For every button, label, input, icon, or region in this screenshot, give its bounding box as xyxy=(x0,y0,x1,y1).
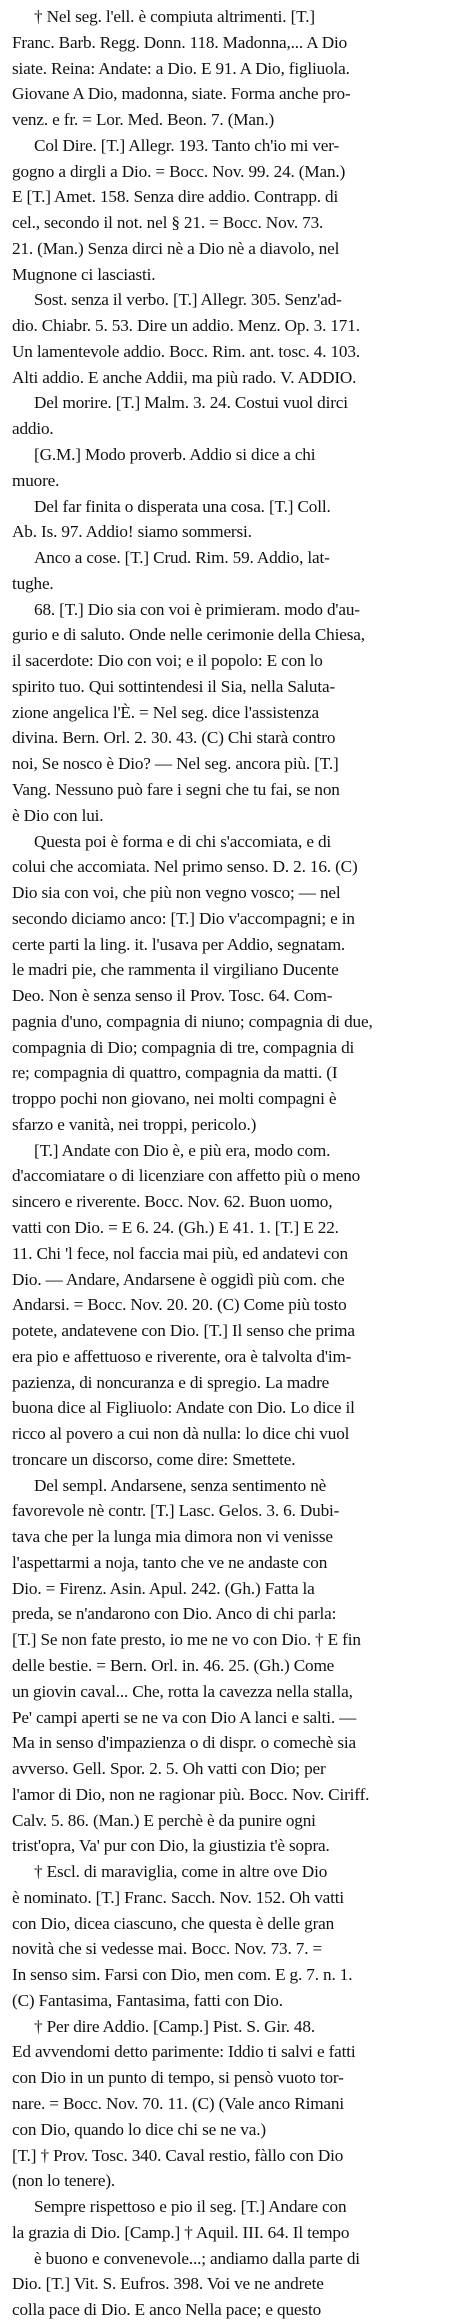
text-line: spirito tuo. Qui sottintendesi il Sia, nella Saluta- xyxy=(12,676,336,696)
text-line: compagnia di Dio; compagnia di tre, compagnia di xyxy=(12,1037,355,1057)
text-line: [T.] Se non fate presto, io me ne vo con Dio. † E fin xyxy=(12,1630,361,1650)
text-line: re; compagnia di quattro, compagnia da matti. (I xyxy=(12,1063,338,1083)
text-line: buona dice al Figliuolo: Andate con Dio. Lo dice il xyxy=(12,1398,355,1418)
text-line: è nominato. [T.] Franc. Sacch. Nov. 152. Oh vatti xyxy=(12,1887,345,1907)
text-line: colui che accomiata. Nel primo senso. D. 2. 16. (C) xyxy=(12,857,358,877)
text-line: Pe' campi aperti se ne va con Dio A lanci e salti. — xyxy=(12,1707,357,1727)
text-line: Ed avvendomi detto parimente: Iddio ti salvi e fatti xyxy=(12,2042,356,2062)
text-line: siate. Reina: Andate: a Dio. E 91. A Dio, figliuola. xyxy=(12,58,350,78)
text-line: [T.] † Prov. Tosc. 340. Caval restio, fàllo con Dio xyxy=(12,2145,344,2165)
text-line: era pio e affettuoso e riverente, ora è talvolta d'im- xyxy=(12,1346,352,1366)
text-line: tughe. xyxy=(12,573,54,593)
text-line: Dio. = Firenz. Asin. Apul. 242. (Gh.) Fatta la xyxy=(12,1578,315,1598)
text-line: l'amor di Dio, non ne ragionar più. Bocc. Nov. Ciriff. xyxy=(12,1784,370,1804)
text-line: venz. e fr. = Lor. Med. Beon. 7. (Man.) xyxy=(12,110,275,130)
text-line: Col Dire. [T.] Allegr. 193. Tanto ch'io mi ver- xyxy=(34,135,340,155)
text-line: cel., secondo il not. nel § 21. = Bocc. Nov. 73. xyxy=(12,213,324,233)
text-line: Giovane A Dio, madonna, siate. Forma anche pro- xyxy=(12,84,351,104)
text-line: Calv. 5. 86. (Man.) E perchè è da punire ogni xyxy=(12,1810,316,1830)
text-line: troncare un discorso, come dire: Smettete. xyxy=(12,1449,296,1469)
text-line: favorevole nè contr. [T.] Lasc. Gelos. 3. 6. Dubi- xyxy=(12,1501,340,1521)
text-line: colla pace di Dio. E anco Nella pace; e questo xyxy=(12,2300,322,2320)
text-line: Questa poi è forma e di chi s'accomiata, e di xyxy=(34,831,332,851)
text-line: Ab. Is. 97. Addio! siamo sommersi. xyxy=(12,522,252,542)
text-line: certe parti la ling. it. l'usava per Addio, segnatam. xyxy=(12,934,346,954)
text-line: † Per dire Addio. [Camp.] Pist. S. Gir. 48. xyxy=(34,2016,315,2036)
text-line: nare. = Bocc. Nov. 70. 11. (C) (Vale anco Rimani xyxy=(12,2094,344,2114)
text-line: 68. [T.] Dio sia con voi è primieram. modo d'au- xyxy=(34,599,360,619)
text-line: [T.] Andate con Dio è, e più era, modo com. xyxy=(34,1140,331,1160)
text-line: con Dio in un punto di tempo, si pensò vuoto tor- xyxy=(12,2068,344,2088)
text-line: è Dio con lui. xyxy=(12,805,104,825)
text-line: gogno a dirgli a Dio. = Bocc. Nov. 99. 24. (Man.) xyxy=(12,161,346,181)
text-line: con Dio, dicea ciascuno, che questa è delle gran xyxy=(12,1913,335,1933)
text-line: un giovin caval... Che, rotta la cavezza nella stalla, xyxy=(12,1681,353,1701)
text-line: Vang. Nessuno può fare i segni che tu fai, se non xyxy=(12,779,340,799)
text-line: divina. Bern. Orl. 2. 30. 43. (C) Chi starà contro xyxy=(12,728,336,748)
text-line: Del morire. [T.] Malm. 3. 24. Costui vuol dirci xyxy=(34,393,348,413)
text-line: noi, Se nosco è Dio? — Nel seg. ancora più. [T.] xyxy=(12,754,339,774)
text-line: dio. Chiabr. 5. 53. Dire un addio. Menz. Op. 3. 171. xyxy=(12,316,360,336)
text-line: Anco a cose. [T.] Crud. Rim. 59. Addio, lat- xyxy=(34,548,330,568)
text-line: gurio e di saluto. Onde nelle cerimonie della Chiesa, xyxy=(12,625,365,645)
text-line: Alti addio. E anche Addii, ma più rado. V. ADDIO. xyxy=(12,367,357,387)
text-line: Dio. [T.] Vit. S. Eufros. 398. Voi ve ne andrete xyxy=(12,2274,324,2294)
text-line: (non lo tenere). xyxy=(12,2171,116,2191)
text-line: † Escl. di maraviglia, come in altre ove Dio xyxy=(34,1862,328,1882)
text-line: vatti con Dio. = E 6. 24. (Gh.) E 41. 1. [T.] E 22. xyxy=(12,1217,339,1237)
text-line: Andarsi. = Bocc. Nov. 20. 20. (C) Come più tosto xyxy=(12,1295,347,1315)
text-line: l'aspettarmi a noja, tanto che ve ne andaste con xyxy=(12,1552,328,1572)
text-line: Sempre rispettoso e pio il seg. [T.] Andare con xyxy=(34,2197,347,2217)
text-line: avverso. Gell. Spor. 2. 5. Oh vatti con Dio; per xyxy=(12,1759,326,1779)
text-line: † Nel seg. l'ell. è compiuta altrimenti. [T.] xyxy=(34,7,315,26)
text-line: novità che si vedesse mai. Bocc. Nov. 73. 7. = xyxy=(12,1939,323,1959)
text-line: Dio. — Andare, Andarsene è oggidì più com. che xyxy=(12,1269,345,1289)
text-line: tava che per la lunga mia dimora non vi venisse xyxy=(12,1527,333,1547)
text-line: preda, se n'andarono con Dio. Anco di chi parla: xyxy=(12,1604,337,1624)
text-line: [G.M.] Modo proverb. Addio si dice a chi xyxy=(34,445,316,465)
text-line: zione angelica l'È. = Nel seg. dice l'assistenza xyxy=(12,702,319,722)
text-line: Del far finita o disperata una cosa. [T.] Coll. xyxy=(34,496,331,516)
text-line: potete, andatevene con Dio. [T.] Il senso che prima xyxy=(12,1321,355,1341)
text-line: il sacerdote: Dio con voi; e il popolo: E con lo xyxy=(12,651,323,671)
text-line: sincero e riverente. Bocc. Nov. 62. Buon uomo, xyxy=(12,1192,333,1212)
text-line: secondo diciamo anco: [T.] Dio v'accompagni; e in xyxy=(12,908,355,928)
text-line: trist'opra, Va' pur con Dio, la giustizia t'è sopra. xyxy=(12,1836,330,1856)
text-line: pazienza, di noncuranza e di spregio. La madre xyxy=(12,1372,330,1392)
text-line: sfarzo e vanità, nei troppi, pericolo.) xyxy=(12,1114,257,1134)
text-line: In senso sim. Farsi con Dio, men com. E g. 7. n. 1. xyxy=(12,1965,353,1985)
text-line: d'accomiatare o di licenziare con affetto più o meno xyxy=(12,1166,361,1186)
text-line: con Dio, quando lo dice chi se ne va.) xyxy=(12,2119,266,2139)
text-line: Un lamentevole addio. Bocc. Rim. ant. tosc. 4. 103. xyxy=(12,341,360,361)
text-line: (C) Fantasima, Fantasima, fatti con Dio. xyxy=(12,1990,283,2010)
text-line: pagnia d'uno, compagnia di niuno; compagnia di due, xyxy=(12,1011,373,1031)
text-line: Dio sia con voi, che più non vegno vosco; — nel xyxy=(12,883,341,903)
text-line: 11. Chi 'l fece, nol faccia mai più, ed andatevi con xyxy=(12,1243,348,1263)
text-line: 21. (Man.) Senza dirci nè a Dio nè a diavolo, nel xyxy=(12,238,340,258)
text-line: Deo. Non è senza senso il Prov. Tosc. 64. Com- xyxy=(12,986,333,1006)
text-line: Sost. senza il verbo. [T.] Allegr. 305. Senz'ad- xyxy=(34,290,342,310)
text-line: E [T.] Amet. 158. Senza dire addio. Contrapp. di xyxy=(12,187,339,207)
text-line: Franc. Barb. Regg. Donn. 118. Madonna,... A Dio xyxy=(12,32,348,52)
text-line: ricco al povero a cui non dà nulla: lo dice chi vuol xyxy=(12,1424,350,1444)
text-line: delle bestie. = Bern. Orl. in. 46. 25. (Gh.) Come xyxy=(12,1656,335,1675)
text-line: Ma in senso d'impazienza o di dispr. o comechè sia xyxy=(12,1733,357,1753)
text-line: la grazia di Dio. [Camp.] † Aquil. III. 64. Il tempo xyxy=(12,2222,350,2242)
text-line: è buono e convenevole...; andiamo dalla parte di xyxy=(34,2248,360,2268)
text-line: Del sempl. Andarsene, senza sentimento nè xyxy=(34,1475,327,1495)
text-line: troppo pochi non giovano, nei molti compagni è xyxy=(12,1089,337,1109)
text-line: Mugnone ci lasciasti. xyxy=(12,264,156,284)
text-line: addio. xyxy=(12,419,54,439)
text-line: le madri pie, che rammenta il virgiliano Ducente xyxy=(12,960,339,980)
text-line: muore. xyxy=(12,470,60,490)
